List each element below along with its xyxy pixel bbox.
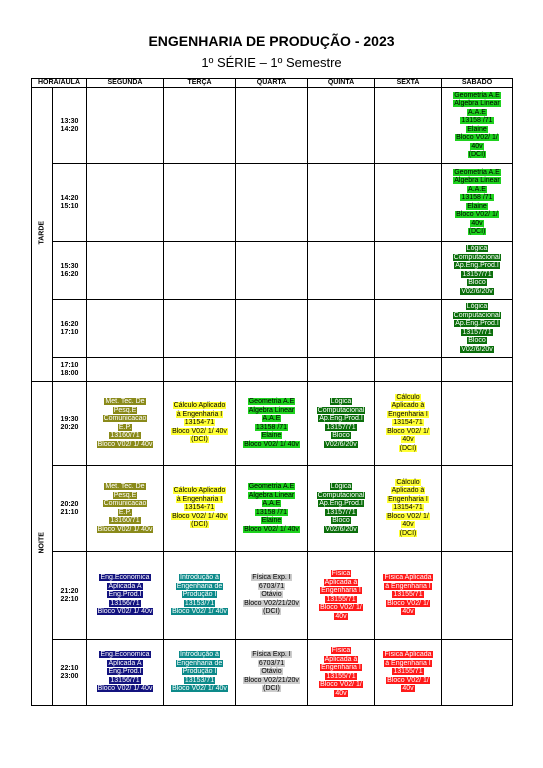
class-cell [442,242,513,300]
class-fisica-exp: Física Exp. I 6703/71 Otávio Bloco V02/21/20v (DCI) [244,574,299,616]
class-cell [164,466,236,552]
time-slot: 21:20 22:10 [53,552,87,640]
class-fisica-aplicada: Física Aplicada à Engenharia I 13155/71 Bloco V02/ 1/ 40v [320,647,362,697]
time-slot: 17:10 18:00 [53,358,87,382]
class-geometria: Geometria A.E Algebra Linear A.A.E 13158 /71 Elaine Bloco V02/ 1/ 40v [244,398,299,448]
time-slot: 13:30 14:20 [53,88,87,164]
header-row [32,79,513,88]
class-cell [236,382,308,466]
class-fisica-exp: Física Exp. I 6703/71 Otávio Bloco V02/21/20v (DCI) [244,651,299,693]
class-cell [236,640,308,706]
col-header-segunda: SEGUNDA [87,79,164,88]
row-t5 [32,358,513,382]
page-title: ENGENHARIA DE PRODUÇÃO - 2023 [148,33,395,49]
class-eng-economica: Eng.Economica Aplicada A Eng.Prod.I 13156/71 Bloco V02/ 1/ 40v [97,651,153,693]
class-calculo: Cálculo Aplicado à Engenharia I 13154-71 Bloco V02/ 1/ 40v (DCI) [387,393,429,452]
time-slot: 19:30 20:20 [53,382,87,466]
time-slot: 20:20 21:10 [53,466,87,552]
class-cell [87,640,164,706]
col-header-sexta: SEXTA [375,79,442,88]
class-cell [164,552,236,640]
class-cell [164,640,236,706]
row-n3 [32,552,513,640]
class-cell [442,88,513,164]
schedule-table [31,78,513,706]
time-slot: 15:30 16:20 [53,242,87,300]
page-subtitle: 1º SÉRIE – 1º Semestre [201,55,342,70]
class-geometria: Geometria A.E Algebra Linear A.A.E 13158 /71 Elaine Bloco V02/ 1/ 40v [244,483,299,533]
class-cell [236,466,308,552]
class-cell [236,552,308,640]
row-t3 [32,242,513,300]
class-cell [308,382,375,466]
col-header-hora: HORA/AULA [32,79,87,88]
class-logica: Lógica Computacional Ap.Eng.Prod.I 13157/71 Bloco V02/6/20v [317,483,365,533]
class-cell [308,466,375,552]
class-cell [375,552,442,640]
class-cell [308,552,375,640]
col-header-quarta: QUARTA [236,79,308,88]
row-n2 [32,466,513,552]
class-fisica-aplicada: Física Aplicada à Engenharia I 13155/71 Bloco V02/ 1/ 40v [384,574,432,616]
col-header-terca: TERÇA [164,79,236,88]
class-cell [164,382,236,466]
class-cell [442,164,513,242]
row-n1 [32,382,513,466]
class-fisica-aplicada: Física Aplicada à Engenharia I 13155/71 Bloco V02/ 1/ 40v [320,570,362,620]
class-cell [87,552,164,640]
class-eng-economica: Eng.Economica Aplicada A Eng.Prod.I 13156/71 Bloco V02/ 1/ 40v [97,574,153,616]
col-header-quinta: QUINTA [308,79,375,88]
class-metodologia: Met. Tec. De Pesq.E Comunicacao E.P. 13160/71 Bloco V02/ 1/ 40v [97,483,153,533]
class-fisica-aplicada: Física Aplicada à Engenharia I 13155/71 Bloco V02/ 1/ 40v [384,651,432,693]
class-cell [375,382,442,466]
period-noite: NOITE [32,382,53,706]
row-t4 [32,300,513,358]
class-calculo: Cálculo Aplicado à Engenharia I 13154-71 Bloco V02/ 1/ 40v (DCI) [172,402,227,444]
time-slot: 16:20 17:10 [53,300,87,358]
class-calculo: Cálculo Aplicado à Engenharia I 13154-71 Bloco V02/ 1/ 40v (DCI) [172,487,227,529]
time-slot: 14:20 15:10 [53,164,87,242]
class-cell [375,640,442,706]
class-cell [442,300,513,358]
time-slot: 22:10 23:00 [53,640,87,706]
period-tarde: TARDE [32,88,53,382]
row-t1 [32,88,513,164]
class-calculo: Cálculo Aplicado à Engenharia I 13154-71 Bloco V02/ 1/ 40v (DCI) [387,478,429,537]
class-geometria: Geometria A.E Algebra Linear A.A.E 13158 /71 Elaine Bloco V02/ 1/ 40v (DCI) [454,168,500,235]
row-t2 [32,164,513,242]
col-header-sabado: SABADO [442,79,513,88]
class-logica: Lógica Computacional Ap.Eng.Prod.I 13157/71 Bloco V02/6/20v [453,303,501,353]
class-geometria: Geometria A.E Algebra Linear A.A.E 13158 /71 Elaine Bloco V02/ 1/ 40v (DCI) [454,91,500,158]
class-cell [375,466,442,552]
class-cell [87,466,164,552]
class-logica: Lógica Computacional Ap.Eng.Prod.I 13157/71 Bloco V02/6/20v [317,398,365,448]
row-n4 [32,640,513,706]
class-introducao: Introdução à Engenharia de Produção I 13153/71 Bloco V02/ 1/ 40v [172,574,227,616]
class-logica: Lógica Computacional Ap.Eng.Prod.I 13157/71 Bloco V02/6/20v [453,245,501,295]
class-introducao: Introdução à Engenharia de Produção I 13153/71 Bloco V02/ 1/ 40v [172,651,227,693]
class-cell [308,640,375,706]
class-metodologia: Met. Tec. De Pesq.E Comunicacao E.P. 13160/71 Bloco V02/ 1/ 40v [97,398,153,448]
class-cell [87,382,164,466]
